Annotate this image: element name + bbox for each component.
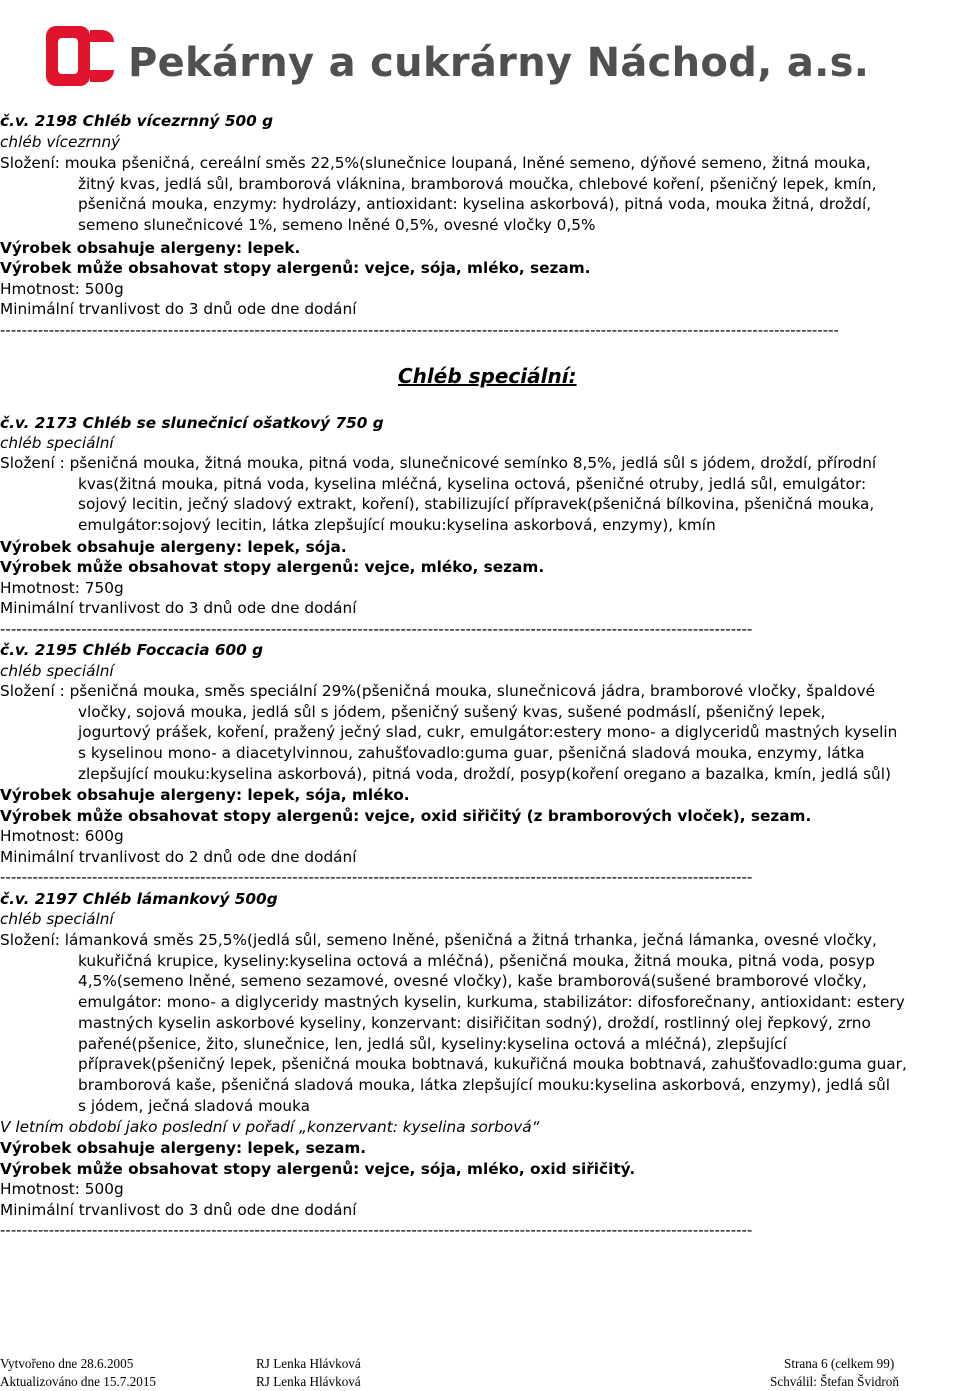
product-code-title: č.v. 2197 Chléb lámankový 500g bbox=[0, 890, 278, 908]
composition-line: zlepšující mouku:kyselina askorbová), pitná voda, droždí, posyp(koření oregano a bazalka, kmín, jedlá sůl) bbox=[78, 764, 891, 783]
weight-line: Hmotnost: 600g bbox=[0, 827, 124, 845]
weight-line: Hmotnost: 750g bbox=[0, 579, 124, 597]
updated-date: Aktualizováno dne 15.7.2015 bbox=[0, 1374, 157, 1389]
composition-line: kvas(žitná mouka, pitná voda, kyselina mléčná, kyselina octová, pšeničné otruby, jedlá sůl, emulgátor: bbox=[78, 474, 867, 493]
composition bbox=[0, 930, 960, 1116]
composition-label: Složení: bbox=[0, 154, 65, 172]
product-category: chléb vícezrnný bbox=[0, 133, 121, 151]
composition-line: emulgátor: mono- a diglyceridy mastných kyselin, kurkuma, stabilizátor: difosforečnany, antioxidant: estery bbox=[78, 993, 905, 1012]
allergens-line: Výrobek obsahuje alergeny: lepek, sója, mléko. bbox=[0, 786, 410, 804]
weight-line: Hmotnost: 500g bbox=[0, 1180, 124, 1198]
composition-line: Složení: lámanková směs 25,5%(jedlá sůl, semeno lněné, pšeničná a žitná trhanka, ječná lámanka, ovesné vločky, bbox=[0, 931, 877, 949]
composition-line: 4,5%(semeno lněné, semeno sezamové, ovesné vločky), kaše bramborová(sušené bramborové vločky, bbox=[78, 972, 867, 991]
composition-line: bramborová kaše, pšeničná sladová mouka, látka zlepšující mouku:kyselina askorbová, enzymy), jedlá sůl bbox=[78, 1075, 891, 1094]
allergens-line: Výrobek obsahuje alergeny: lepek, sezam. bbox=[0, 1139, 367, 1157]
company-logo-icon bbox=[44, 24, 116, 88]
traces-line: Výrobek může obsahovat stopy alergenů: vejce, sója, mléko, oxid siřičitý. bbox=[0, 1160, 636, 1178]
composition-line: emulgátor:sojový lecitin, látka zlepšující mouku:kyselina askorbová, enzymy), kmín bbox=[78, 516, 716, 535]
composition-line: pšeničná mouka, enzymy: hydrolázy, antioxidant: kyselina askorbová), pitná voda, mouka žitná, droždí, bbox=[78, 195, 872, 214]
composition-line: pařené(pšenice, žito, slunečnice, len, jedlá sůl, kyseliny:kyselina octová a mléčná), zlepšující bbox=[78, 1034, 787, 1053]
product-code-title: č.v. 2195 Chléb Foccacia 600 g bbox=[0, 641, 264, 659]
author: RJ Lenka Hlávková bbox=[256, 1374, 361, 1389]
composition bbox=[0, 681, 960, 785]
traces-line: Výrobek může obsahovat stopy alergenů: vejce, sója, mléko, sezam. bbox=[0, 259, 591, 277]
weight-line: Hmotnost: 500g bbox=[0, 280, 124, 298]
product-code-title: č.v. 2198 Chléb vícezrnný 500 g bbox=[0, 112, 274, 130]
separator: ------------------------------------------------------------------------------------------------------------------------------------------- bbox=[0, 869, 753, 885]
composition-line: jogurtový prášek, koření, pražený ječný slad, cukr, emulgátor:estery mono- a diglyceridů mastných kyselin bbox=[78, 723, 898, 742]
product-category: chléb speciální bbox=[0, 434, 114, 452]
composition-line: Složení: mouka pšeničná, cereální směs 22,5%(slunečnice loupaná, lněné semeno, dýňové semeno, žitná mouka, bbox=[0, 154, 871, 172]
allergens-line: Výrobek obsahuje alergeny: lepek, sója. bbox=[0, 538, 347, 556]
author: RJ Lenka Hlávková bbox=[256, 1356, 361, 1371]
page-number: Strana 6 (celkem 99) bbox=[784, 1356, 895, 1371]
composition-line: Složení : pšeničná mouka, směs speciální 29%(pšeničná mouka, slunečnicová jádra, bramborové vločky, špaldové bbox=[0, 682, 876, 700]
shelf-life-line: Minimální trvanlivost do 2 dnů ode dne dodání bbox=[0, 848, 357, 866]
traces-line: Výrobek může obsahovat stopy alergenů: vejce, oxid siřičitý (z bramborových vloček), sezam. bbox=[0, 807, 812, 825]
summer-note: V letním období jako poslední v pořadí „konzervant: kyselina sorbová“ bbox=[0, 1118, 540, 1136]
shelf-life-line: Minimální trvanlivost do 3 dnů ode dne dodání bbox=[0, 300, 357, 318]
composition bbox=[0, 153, 960, 236]
shelf-life-line: Minimální trvanlivost do 3 dnů ode dne dodání bbox=[0, 599, 357, 617]
composition-line: semeno slunečnicové 1%, semeno lněné 0,5%, ovesné vločky 0,5% bbox=[78, 216, 596, 235]
approved-by: Schválil: Štefan Švidroň bbox=[770, 1374, 899, 1389]
product-category: chléb speciální bbox=[0, 662, 114, 680]
composition-line: mastných kyselin askorbové kyseliny, konzervant: disiřičitan sodný), droždí, rostlinný olej řepkový, zrno bbox=[78, 1013, 871, 1032]
section-title: Chléb speciální: bbox=[398, 364, 577, 388]
product-category: chléb speciální bbox=[0, 910, 114, 928]
company-name: Pekárny a cukrárny Náchod, a.s. bbox=[128, 40, 870, 86]
composition-line: kukuřičná krupice, kyseliny:kyselina octová a mléčná), pšeničná mouka, žitná mouka, pitná voda, posyp bbox=[78, 951, 875, 970]
separator: ------------------------------------------------------------------------------------------------------------------------------------------- bbox=[0, 621, 753, 637]
product-code-title: č.v. 2173 Chléb se slunečnicí ošatkový 750 g bbox=[0, 414, 384, 432]
composition bbox=[0, 453, 960, 536]
allergens-line: Výrobek obsahuje alergeny: lepek. bbox=[0, 239, 301, 257]
composition-label: Složení: bbox=[0, 931, 65, 949]
composition-line: vločky, sojová mouka, jedlá sůl s jódem, pšeničný sušený kvas, sušené podmáslí, pšeničný lepek, bbox=[78, 702, 826, 721]
separator: ------------------------------------------------------------------------------------------------------------------------------------------- bbox=[0, 1222, 753, 1238]
composition-label: Složení : bbox=[0, 454, 70, 472]
separator: ----------------------------------------------------------------------------------------------------------------------------------------------------------- bbox=[0, 322, 839, 338]
composition-line: s kyselinou mono- a diacetylvinnou, zahušťovadlo:guma guar, pšeničná sladová mouka, enzymy, látka bbox=[78, 744, 865, 763]
composition-line: přípravek(pšeničný lepek, pšeničná mouka bobtnavá, kukuřičná mouka bobtnavá, zahušťovadlo:guma guar, bbox=[78, 1055, 907, 1074]
composition-line: s jódem, ječná sladová mouka bbox=[78, 1096, 311, 1115]
shelf-life-line: Minimální trvanlivost do 3 dnů ode dne dodání bbox=[0, 1201, 357, 1219]
page-footer bbox=[0, 1356, 960, 1391]
created-date: Vytvořeno dne 28.6.2005 bbox=[0, 1356, 134, 1371]
traces-line: Výrobek může obsahovat stopy alergenů: vejce, mléko, sezam. bbox=[0, 558, 545, 576]
page-header bbox=[0, 0, 960, 108]
composition-label: Složení : bbox=[0, 682, 70, 700]
composition-line: žitný kvas, jedlá sůl, bramborová vláknina, bramborová moučka, chlebové koření, pšeničný lepek, kmín, bbox=[78, 174, 877, 193]
composition-line: Složení : pšeničná mouka, žitná mouka, pitná voda, slunečnicové semínko 8,5%, jedlá sůl s jódem, droždí, přírodní bbox=[0, 454, 877, 472]
composition-line: sojový lecitin, ječný sladový extrakt, koření), stabilizující přípravek(pšeničná bílkovina, pšeničná mouka, bbox=[78, 495, 875, 514]
